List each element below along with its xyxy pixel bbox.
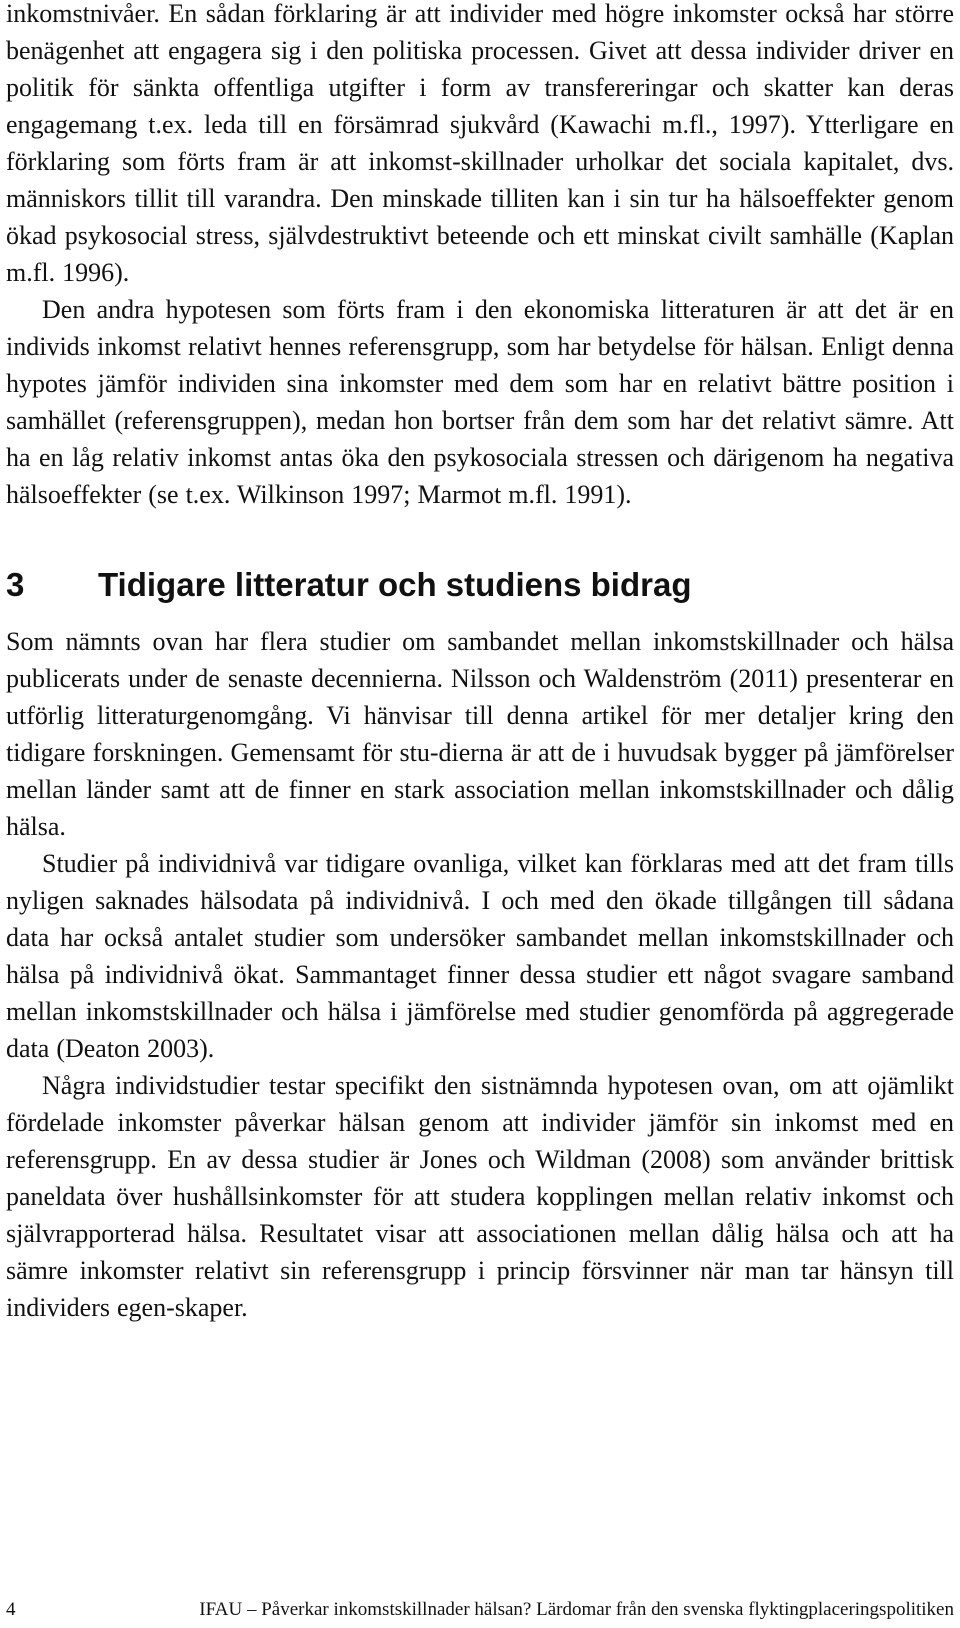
- page-footer: [6, 1598, 954, 1622]
- paragraph-individual-level-studies: Studier på individnivå var tidigare ovanliga, vilket kan förklaras med att det fram tills nyligen saknades hälsodata på individnivå. I och med den ökade tillgången till sådana data har också antalet studier som undersöker sambandet mellan inkomstskillnader och hälsa på individnivå ökat. Sammantaget finner dessa studier ett något svagare samband mellan inkomstskillnader och hälsa i jämförelse med studier genomförda på aggregerade data (Deaton 2003).: [6, 849, 954, 1063]
- paragraph-reference-group-studies: Några individstudier testar specifikt den sistnämnda hypotesen ovan, om att ojämlikt fördelade inkomster påverkar hälsan genom att individer jämför sin inkomst med en referensgrupp. En av dessa studier är Jones och Wildman (2008) som använder brittisk paneldata över hushållsinkomster för att studera kopplingen mellan relativ inkomst och självrapporterad hälsa. Resultatet visar att associationen mellan dålig hälsa och att ha sämre inkomster relativt sin referensgrupp i princip försvinner när man tar hänsyn till individers egen-skaper.: [6, 1071, 954, 1322]
- section-number: 3: [6, 566, 25, 603]
- section-heading: [6, 565, 954, 605]
- section-title: Tidigare litteratur och studiens bidrag: [98, 566, 692, 603]
- paragraph-income-explanations: inkomstnivåer. En sådan förklaring är att individer med högre inkomster också har större benägenhet att engagera sig i den politiska processen. Givet att dessa individer driver en politik för sänkta offentliga utgifter i form av transfereringar och skatter kan deras engagemang t.ex. leda till en försämrad sjukvård (Kawachi m.fl., 1997). Ytterligare en förklaring som förts fram är att inkomst-skillnader urholkar det sociala kapitalet, dvs. människors tillit till varandra. Den minskade tilliten kan i sin tur ha hälsoeffekter genom ökad psykosocial stress, självdestruktivt beteende och ett minskat civilt samhälle (Kaplan m.fl. 1996).: [6, 0, 954, 287]
- paragraph-previous-studies: Som nämnts ovan har flera studier om sambandet mellan inkomstskillnader och hälsa publicerats under de senaste decennierna. Nilsson och Waldenström (2011) presenterar en utförlig litteraturgenomgång. Vi hänvisar till denna artikel för mer detaljer kring den tidigare forskningen. Gemensamt för stu-dierna är att de i huvudsak bygger på jämförelser mellan länder samt att de finner en stark association mellan inkomstskillnader och dålig hälsa.: [6, 627, 954, 841]
- running-title: IFAU – Påverkar inkomstskillnader hälsan? Lärdomar från den svenska flyktingplaceringspolitiken: [199, 1599, 954, 1620]
- document-page: [6, 0, 954, 1326]
- page-number: 4: [6, 1599, 16, 1620]
- paragraph-relative-income-hypothesis: Den andra hypotesen som förts fram i den ekonomiska litteraturen är att det är en individs inkomst relativt hennes referensgrupp, som har betydelse för hälsan. Enligt denna hypotes jämför individen sina inkomster med dem som har en relativt bättre position i samhället (referensgruppen), medan hon bortser från dem som har det relativt sämre. Att ha en låg relativ inkomst antas öka den psykosociala stressen och därigenom ha negativa hälsoeffekter (se t.ex. Wilkinson 1997; Marmot m.fl. 1991).: [6, 295, 954, 509]
